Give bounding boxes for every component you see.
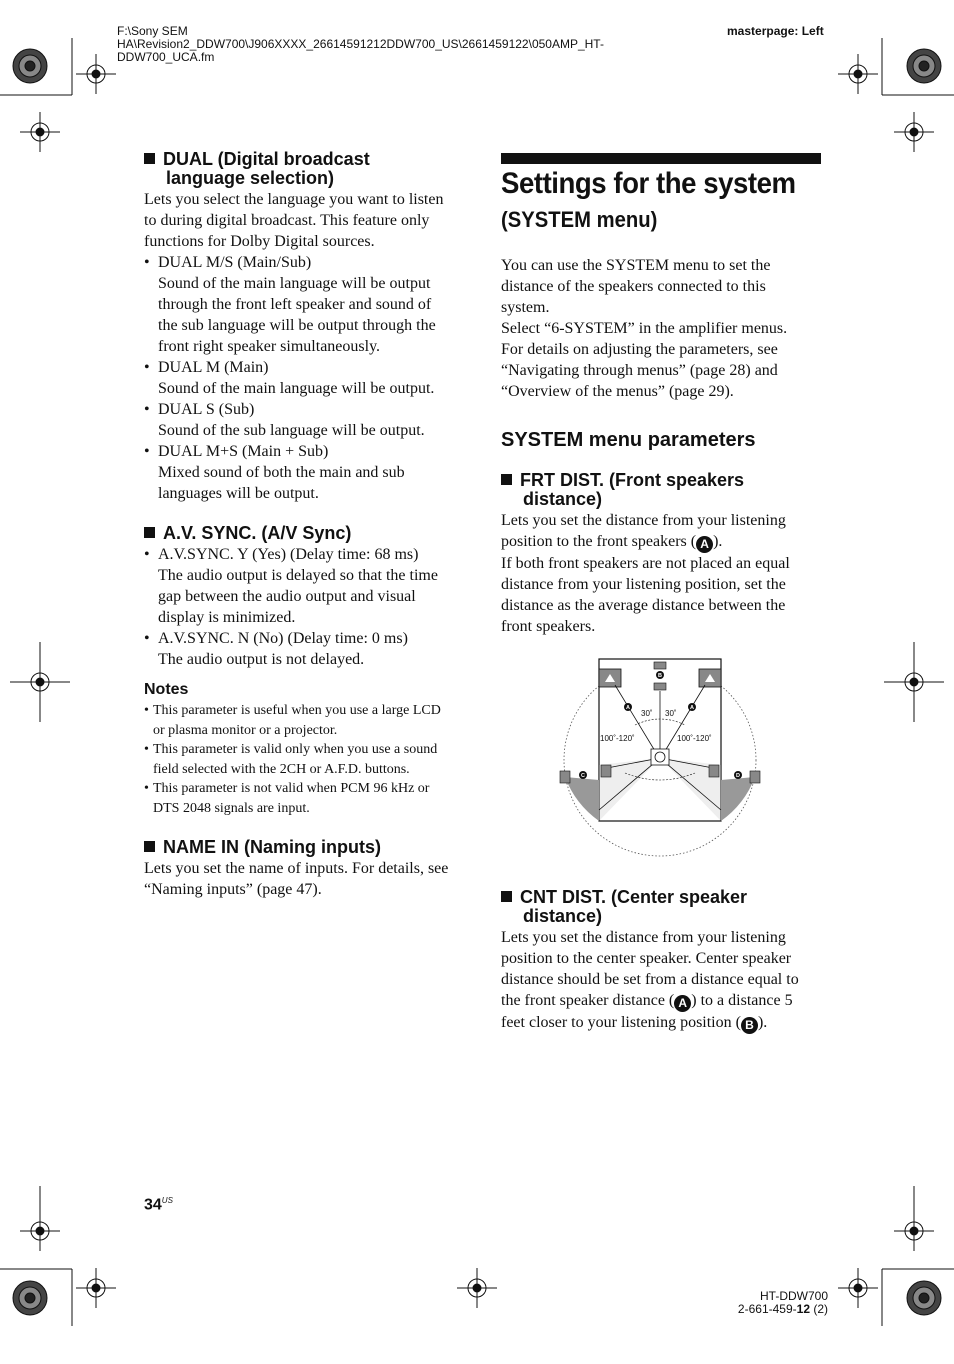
namein-heading: NAME IN (Naming inputs)	[144, 838, 474, 857]
namein-text: Lets you set the name of inputs. For details, see “Naming inputs” (page 47).	[144, 860, 449, 898]
file-path-line-1: F:\Sony SEM	[117, 24, 188, 38]
surround-right-speaker-icon	[750, 771, 760, 783]
speaker-diagram	[555, 655, 770, 860]
marker-c: C	[581, 773, 585, 779]
dual-heading: DUAL (Digital broadcast language selection)	[144, 150, 474, 188]
page-title: Settings for the system	[501, 167, 796, 200]
cnt-heading: CNT DIST. (Center speaker distance)	[501, 888, 831, 926]
file-path	[117, 25, 677, 64]
model-name: HT-DDW700	[759, 1289, 828, 1303]
angle-right-label: 30˚	[665, 709, 677, 718]
square-bullet-icon	[144, 153, 155, 164]
square-bullet-icon	[501, 474, 512, 485]
file-path-line-3: DDW700_UCA.fm	[117, 50, 215, 64]
model-code	[724, 1290, 828, 1316]
note-item: • This parameter is useful when you use a large LCD or plasma monitor or a projector.	[144, 703, 441, 738]
file-path-line-2: HA\Revision2_DDW700\J906XXXX_26614591212DDW700_US\2661459122\050AMP_HT-	[117, 37, 604, 51]
listener-icon	[651, 749, 669, 765]
marker-a: A	[626, 705, 630, 711]
cnt-section	[501, 888, 831, 1034]
page-subtitle: (SYSTEM menu)	[501, 207, 658, 232]
square-bullet-icon	[144, 841, 155, 852]
square-bullet-icon	[501, 891, 512, 902]
list-item: • A.V.SYNC. Y (Yes) (Delay time: 68 ms) The audio output is delayed so that the time gap between the audio output and visual display is minimized.	[144, 546, 438, 626]
notes-title: Notes	[144, 681, 189, 698]
range-right-label: 100˚-120˚	[677, 734, 712, 743]
params-heading: SYSTEM menu parameters	[501, 429, 756, 451]
square-bullet-icon	[144, 527, 155, 538]
frt-section	[501, 471, 821, 637]
range-left-label: 100˚-120˚	[600, 734, 635, 743]
avsync-options-list	[144, 544, 474, 670]
system-intro: You can use the SYSTEM menu to set the distance of the speakers connected to this system. Select “6-SYSTEM” in the amplifier menus. For details on adjusting the parameters, see “Navigating through menus” (page 28) and “Overview of the menus” (page 29).	[501, 257, 788, 400]
list-item: • DUAL M+S (Main + Sub) Mixed sound of both the main and sub languages will be output.	[144, 443, 405, 502]
dual-options-list	[144, 252, 474, 504]
marker-d: D	[736, 773, 740, 779]
note-item: • This parameter is valid only when you use a sound field selected with the 2CH or A.F.D. buttons.	[144, 742, 438, 777]
cnt-text: Lets you set the distance from your listening position to the center speaker. Center speaker distance should be set from a distance equal to the front speaker distance ( A ) to a distance 5 feet closer to your listening position ( B ).	[501, 929, 799, 1032]
note-item: • This parameter is not valid when PCM 96 kHz or DTS 2048 signals are input.	[144, 781, 430, 816]
notes-list	[144, 701, 474, 818]
marker-a: A	[674, 995, 691, 1012]
dual-intro: Lets you select the language you want to listen to during digital broadcast. This feature only functions for Dolby Digital sources.	[144, 191, 444, 250]
marker-b: B	[741, 1017, 758, 1034]
frt-heading: FRT DIST. (Front speakers distance)	[501, 471, 821, 509]
masterpage-label: masterpage: Left	[727, 24, 824, 38]
list-item: • A.V.SYNC. N (No) (Delay time: 0 ms) The audio output is not delayed.	[144, 630, 408, 668]
part-number: 2-661-459-12 (2)	[737, 1302, 828, 1316]
marker-a: A	[696, 536, 713, 553]
angle-left-label: 30˚	[641, 709, 653, 718]
surround-left-speaker-icon	[560, 771, 570, 783]
avsync-heading: A.V. SYNC. (A/V Sync)	[144, 524, 474, 543]
page-number: $34^{US}$	[144, 1196, 173, 1214]
list-item: • DUAL S (Sub) Sound of the sub language will be output.	[144, 401, 425, 439]
title-rule	[501, 153, 821, 164]
marker-a: A	[690, 705, 694, 711]
marker-b: B	[658, 673, 662, 679]
list-item: • DUAL M (Main) Sound of the main language will be output.	[144, 359, 435, 397]
frt-text: Lets you set the distance from your listening position to the front speakers ( A ). If both front speakers are not placed an equal distance from your listening position, set the distance as the average distance between the front speakers.	[501, 512, 790, 635]
list-item: • DUAL M/S (Main/Sub) Sound of the main language will be output through the front left speaker and sound of the sub language will be output through the front right speaker simultaneously.	[144, 254, 436, 355]
center-speaker-icon	[654, 662, 666, 669]
left-column	[144, 150, 474, 900]
